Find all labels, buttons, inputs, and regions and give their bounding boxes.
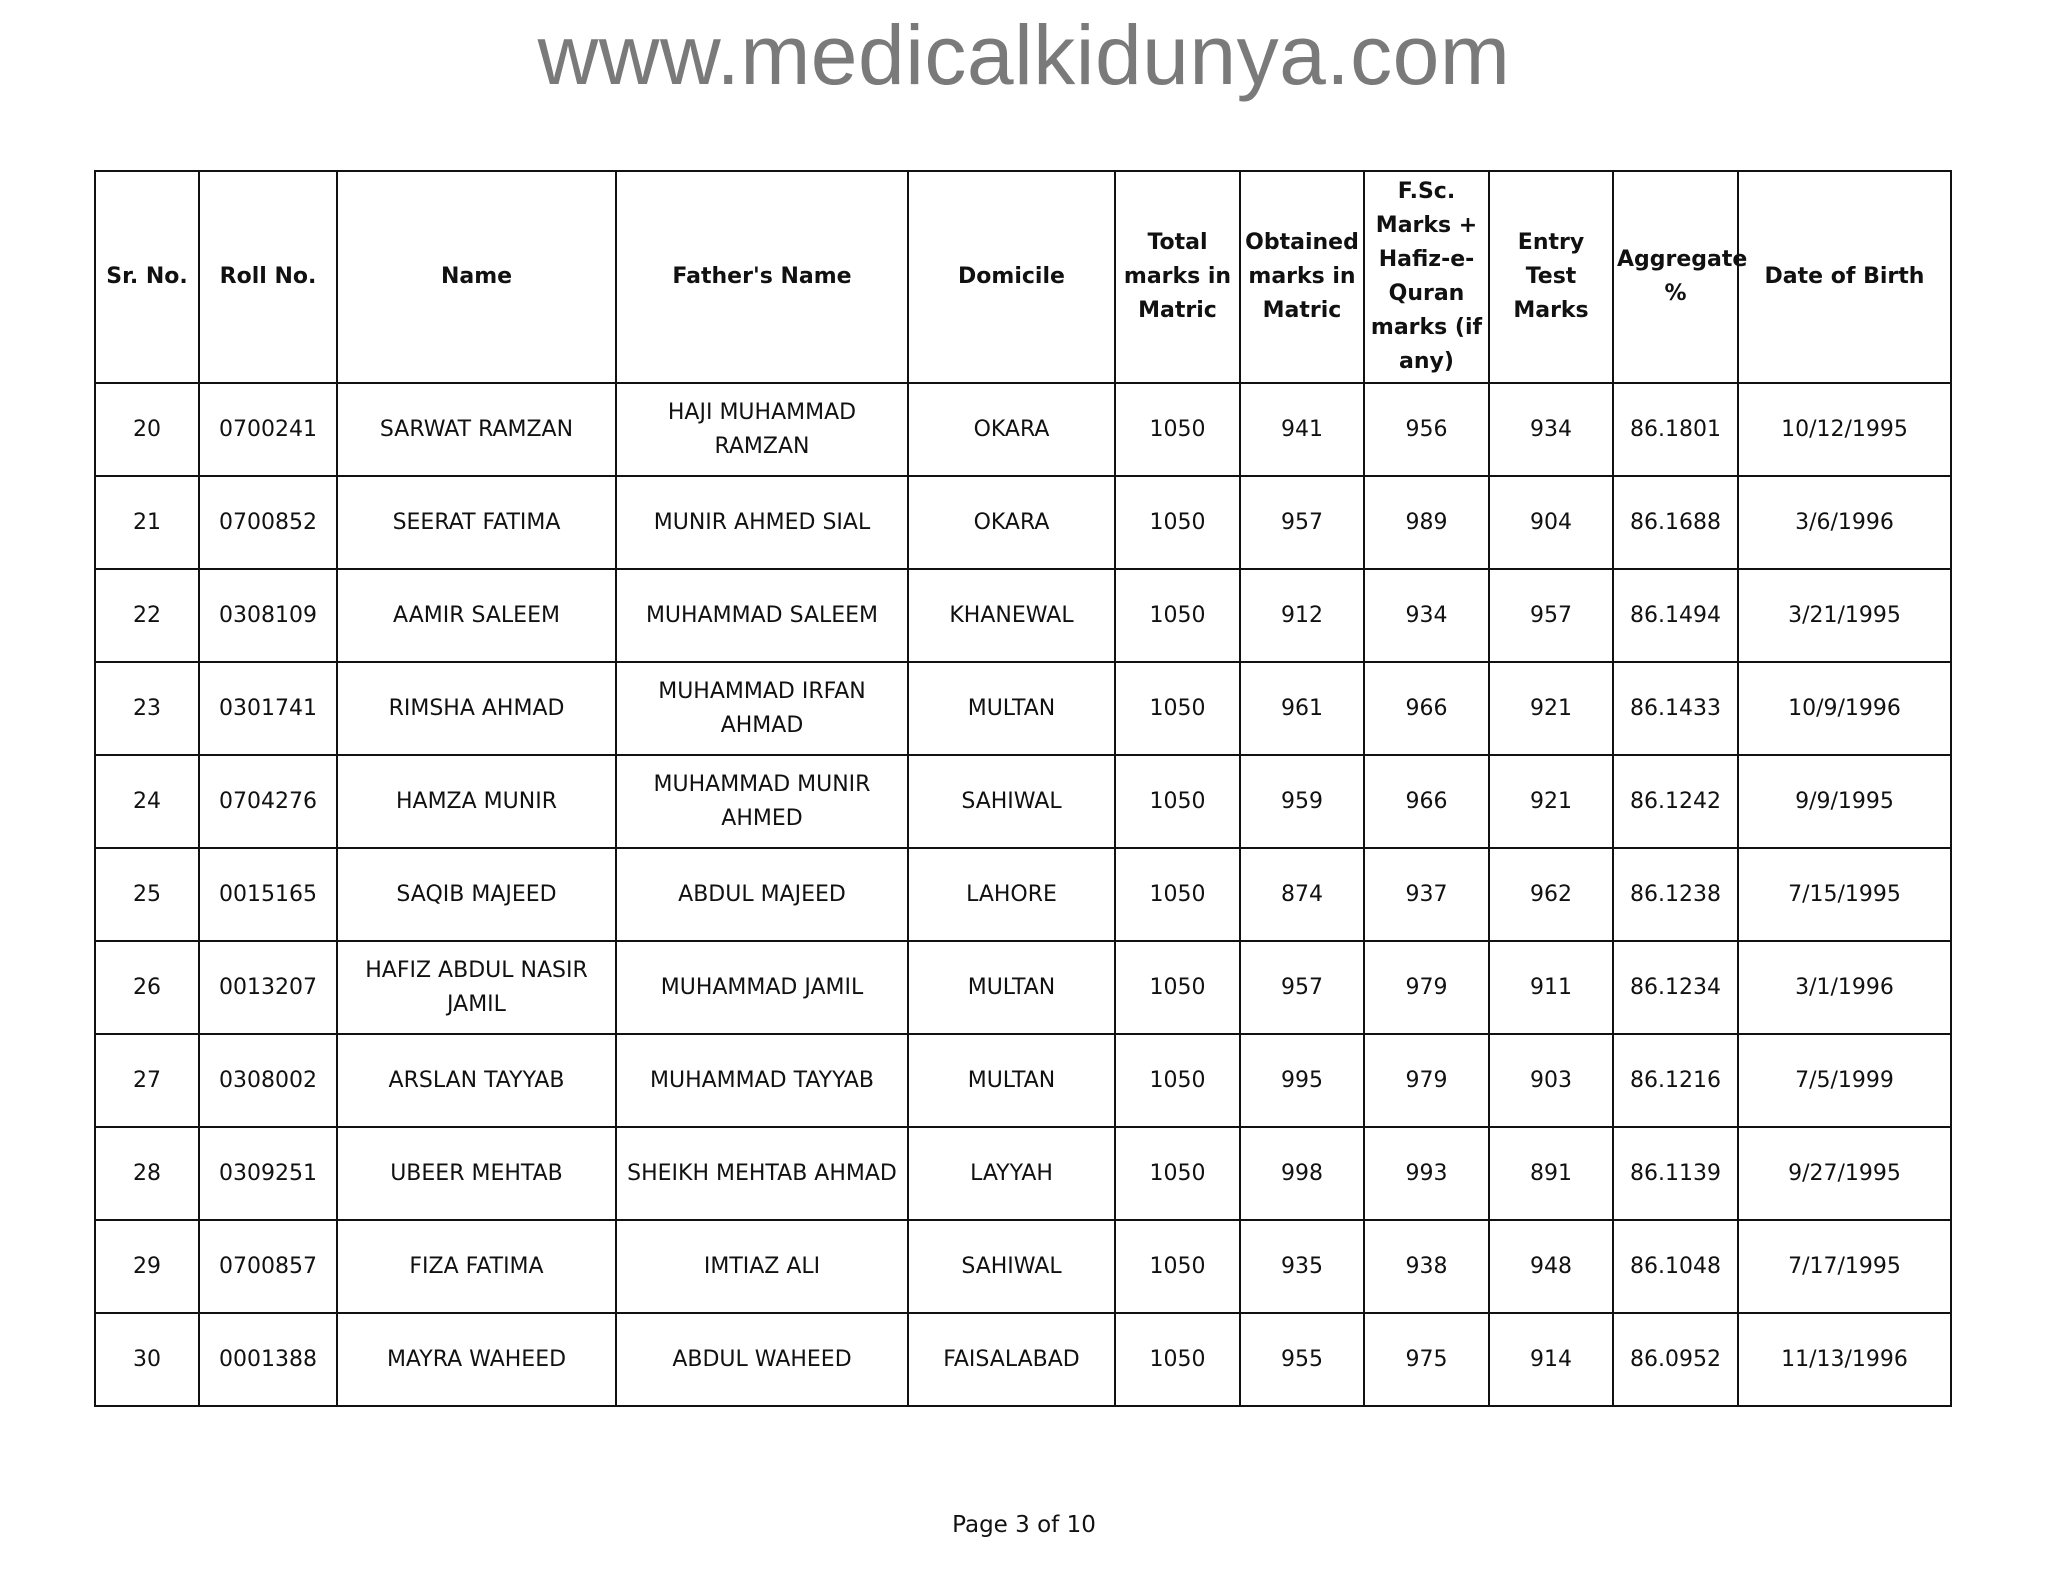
cell-fsc-marks: 975 (1364, 1313, 1489, 1406)
cell-entry-test: 948 (1489, 1220, 1613, 1313)
header-sr-no: Sr. No. (95, 171, 199, 383)
cell-sr-no: 28 (95, 1127, 199, 1220)
cell-sr-no: 27 (95, 1034, 199, 1127)
watermark-url: www.medicalkidunya.com (537, 8, 1511, 102)
cell-date-of-birth: 9/9/1995 (1738, 755, 1951, 848)
table-row (95, 848, 1951, 941)
cell-sr-no: 21 (95, 476, 199, 569)
cell-fathers-name: MUHAMMAD IRFAN AHMAD (616, 662, 908, 755)
cell-total-matric: 1050 (1115, 941, 1240, 1034)
cell-domicile: MULTAN (908, 662, 1115, 755)
cell-aggregate: 86.1801 (1613, 383, 1738, 476)
cell-fsc-marks: 989 (1364, 476, 1489, 569)
cell-domicile: FAISALABAD (908, 1313, 1115, 1406)
cell-total-matric: 1050 (1115, 569, 1240, 662)
header-roll-no: Roll No. (199, 171, 337, 383)
cell-aggregate: 86.1238 (1613, 848, 1738, 941)
cell-roll-no: 0013207 (199, 941, 337, 1034)
cell-name: HAMZA MUNIR (337, 755, 616, 848)
table-row (95, 1220, 1951, 1313)
cell-date-of-birth: 7/5/1999 (1738, 1034, 1951, 1127)
cell-fathers-name: ABDUL MAJEED (616, 848, 908, 941)
cell-fsc-marks: 979 (1364, 1034, 1489, 1127)
cell-roll-no: 0308002 (199, 1034, 337, 1127)
cell-total-matric: 1050 (1115, 1127, 1240, 1220)
cell-obtained-matric: 959 (1240, 755, 1364, 848)
cell-sr-no: 20 (95, 383, 199, 476)
cell-roll-no: 0700852 (199, 476, 337, 569)
cell-aggregate: 86.1242 (1613, 755, 1738, 848)
cell-name: FIZA FATIMA (337, 1220, 616, 1313)
cell-sr-no: 24 (95, 755, 199, 848)
table-row (95, 755, 1951, 848)
cell-sr-no: 23 (95, 662, 199, 755)
header-fsc-marks: F.Sc. Marks + Hafiz-e-Quran marks (if any) (1364, 171, 1489, 383)
cell-fathers-name: MUNIR AHMED SIAL (616, 476, 908, 569)
cell-aggregate: 86.1234 (1613, 941, 1738, 1034)
cell-roll-no: 0700241 (199, 383, 337, 476)
cell-domicile: SAHIWAL (908, 755, 1115, 848)
cell-total-matric: 1050 (1115, 383, 1240, 476)
table-row (95, 1034, 1951, 1127)
cell-aggregate: 86.1433 (1613, 662, 1738, 755)
cell-date-of-birth: 10/12/1995 (1738, 383, 1951, 476)
cell-fathers-name: HAJI MUHAMMAD RAMZAN (616, 383, 908, 476)
cell-entry-test: 891 (1489, 1127, 1613, 1220)
cell-entry-test: 934 (1489, 383, 1613, 476)
cell-roll-no: 0309251 (199, 1127, 337, 1220)
cell-aggregate: 86.0952 (1613, 1313, 1738, 1406)
header-obtained-matric: Obtained marks in Matric (1240, 171, 1364, 383)
cell-entry-test: 904 (1489, 476, 1613, 569)
cell-total-matric: 1050 (1115, 476, 1240, 569)
cell-date-of-birth: 10/9/1996 (1738, 662, 1951, 755)
cell-obtained-matric: 957 (1240, 476, 1364, 569)
cell-date-of-birth: 3/6/1996 (1738, 476, 1951, 569)
cell-name: SAQIB MAJEED (337, 848, 616, 941)
cell-name: UBEER MEHTAB (337, 1127, 616, 1220)
cell-date-of-birth: 11/13/1996 (1738, 1313, 1951, 1406)
cell-entry-test: 921 (1489, 755, 1613, 848)
cell-name: RIMSHA AHMAD (337, 662, 616, 755)
cell-roll-no: 0001388 (199, 1313, 337, 1406)
cell-total-matric: 1050 (1115, 1034, 1240, 1127)
cell-domicile: MULTAN (908, 941, 1115, 1034)
cell-entry-test: 914 (1489, 1313, 1613, 1406)
cell-aggregate: 86.1216 (1613, 1034, 1738, 1127)
cell-obtained-matric: 957 (1240, 941, 1364, 1034)
cell-date-of-birth: 7/17/1995 (1738, 1220, 1951, 1313)
cell-aggregate: 86.1494 (1613, 569, 1738, 662)
cell-total-matric: 1050 (1115, 1220, 1240, 1313)
cell-obtained-matric: 961 (1240, 662, 1364, 755)
cell-total-matric: 1050 (1115, 848, 1240, 941)
table-row (95, 941, 1951, 1034)
cell-fsc-marks: 966 (1364, 755, 1489, 848)
table-row (95, 569, 1951, 662)
cell-sr-no: 25 (95, 848, 199, 941)
cell-aggregate: 86.1048 (1613, 1220, 1738, 1313)
cell-roll-no: 0301741 (199, 662, 337, 755)
cell-roll-no: 0704276 (199, 755, 337, 848)
cell-sr-no: 30 (95, 1313, 199, 1406)
cell-name: AAMIR SALEEM (337, 569, 616, 662)
cell-entry-test: 921 (1489, 662, 1613, 755)
cell-entry-test: 903 (1489, 1034, 1613, 1127)
cell-obtained-matric: 912 (1240, 569, 1364, 662)
cell-entry-test: 962 (1489, 848, 1613, 941)
cell-domicile: MULTAN (908, 1034, 1115, 1127)
header-aggregate: Aggregate % (1613, 171, 1738, 383)
cell-fsc-marks: 938 (1364, 1220, 1489, 1313)
cell-date-of-birth: 7/15/1995 (1738, 848, 1951, 941)
table-row (95, 1127, 1951, 1220)
cell-total-matric: 1050 (1115, 1313, 1240, 1406)
header-date-of-birth: Date of Birth (1738, 171, 1951, 383)
cell-domicile: KHANEWAL (908, 569, 1115, 662)
table-row (95, 1313, 1951, 1406)
cell-roll-no: 0700857 (199, 1220, 337, 1313)
cell-domicile: OKARA (908, 383, 1115, 476)
cell-fathers-name: MUHAMMAD TAYYAB (616, 1034, 908, 1127)
cell-fathers-name: SHEIKH MEHTAB AHMAD (616, 1127, 908, 1220)
header-entry-test: Entry Test Marks (1489, 171, 1613, 383)
cell-fathers-name: IMTIAZ ALI (616, 1220, 908, 1313)
cell-fsc-marks: 937 (1364, 848, 1489, 941)
cell-date-of-birth: 9/27/1995 (1738, 1127, 1951, 1220)
cell-fathers-name: MUHAMMAD MUNIR AHMED (616, 755, 908, 848)
cell-domicile: LAYYAH (908, 1127, 1115, 1220)
cell-sr-no: 22 (95, 569, 199, 662)
cell-total-matric: 1050 (1115, 662, 1240, 755)
cell-fathers-name: MUHAMMAD SALEEM (616, 569, 908, 662)
cell-aggregate: 86.1139 (1613, 1127, 1738, 1220)
cell-roll-no: 0015165 (199, 848, 337, 941)
cell-sr-no: 29 (95, 1220, 199, 1313)
cell-fathers-name: ABDUL WAHEED (616, 1313, 908, 1406)
cell-name: SARWAT RAMZAN (337, 383, 616, 476)
table-row (95, 476, 1951, 569)
header-total-matric: Total marks in Matric (1115, 171, 1240, 383)
cell-obtained-matric: 935 (1240, 1220, 1364, 1313)
cell-total-matric: 1050 (1115, 755, 1240, 848)
cell-entry-test: 957 (1489, 569, 1613, 662)
cell-obtained-matric: 995 (1240, 1034, 1364, 1127)
cell-roll-no: 0308109 (199, 569, 337, 662)
cell-fsc-marks: 956 (1364, 383, 1489, 476)
page-number: Page 3 of 10 (952, 1512, 1096, 1538)
cell-name: HAFIZ ABDUL NASIR JAMIL (337, 941, 616, 1034)
merit-list-table (94, 170, 1952, 1407)
cell-name: MAYRA WAHEED (337, 1313, 616, 1406)
cell-sr-no: 26 (95, 941, 199, 1034)
cell-fsc-marks: 966 (1364, 662, 1489, 755)
cell-obtained-matric: 941 (1240, 383, 1364, 476)
cell-domicile: SAHIWAL (908, 1220, 1115, 1313)
table-row (95, 662, 1951, 755)
cell-aggregate: 86.1688 (1613, 476, 1738, 569)
cell-obtained-matric: 955 (1240, 1313, 1364, 1406)
cell-obtained-matric: 998 (1240, 1127, 1364, 1220)
cell-entry-test: 911 (1489, 941, 1613, 1034)
header-fathers-name: Father's Name (616, 171, 908, 383)
table-row (95, 383, 1951, 476)
header-row (95, 171, 1951, 383)
cell-fsc-marks: 934 (1364, 569, 1489, 662)
header-domicile: Domicile (908, 171, 1115, 383)
cell-date-of-birth: 3/1/1996 (1738, 941, 1951, 1034)
cell-obtained-matric: 874 (1240, 848, 1364, 941)
cell-fsc-marks: 979 (1364, 941, 1489, 1034)
table-body (95, 383, 1951, 1406)
cell-name: ARSLAN TAYYAB (337, 1034, 616, 1127)
header-name: Name (337, 171, 616, 383)
cell-date-of-birth: 3/21/1995 (1738, 569, 1951, 662)
cell-domicile: OKARA (908, 476, 1115, 569)
cell-fsc-marks: 993 (1364, 1127, 1489, 1220)
cell-fathers-name: MUHAMMAD JAMIL (616, 941, 908, 1034)
cell-domicile: LAHORE (908, 848, 1115, 941)
cell-name: SEERAT FATIMA (337, 476, 616, 569)
